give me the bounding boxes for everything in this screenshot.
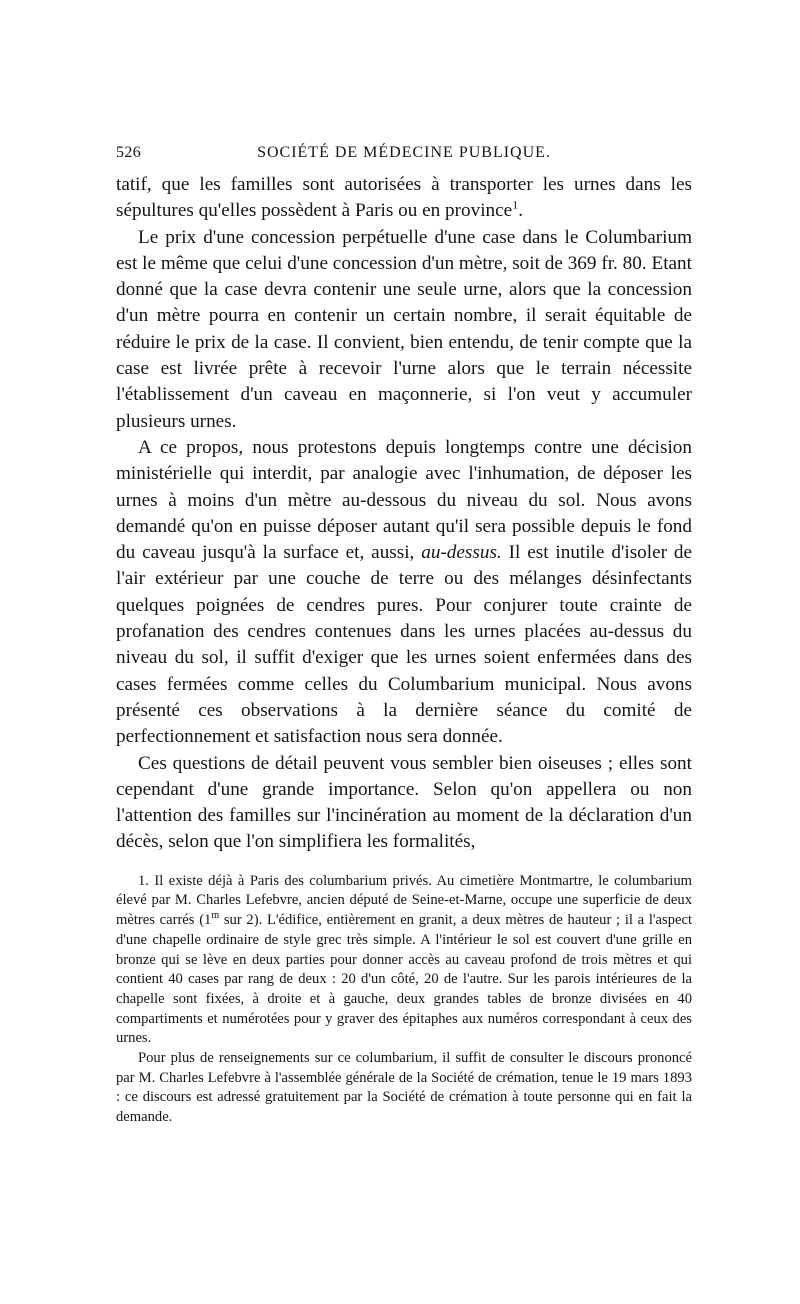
footnote-reference-1: 1: [512, 197, 519, 212]
paragraph-1-end: .: [518, 200, 523, 222]
running-header: [116, 140, 692, 166]
footnote-1-part1: Il existe déjà à Paris des columbarium privés. Au cimetière Montmartre, le columbarium élevé par M. Charles Lefebvre, ancien député de Seine-et-Marne, occupe une superficie de deux mètres carrés (1: [116, 872, 692, 929]
footnote-1-number: 1.: [138, 872, 149, 889]
running-title: SOCIÉTÉ DE MÉDECINE PUBLIQUE.: [257, 144, 551, 161]
book-page: [116, 140, 692, 1128]
main-text: [116, 172, 692, 856]
paragraph-4: Ces questions de détail peuvent vous sembler bien oiseuses ; elles sont cependant d'une grande importance. Selon qu'on appellera ou non l'attention des familles sur l'incinération au moment de la déclaration d'un décès, selon que l'on simplifiera les formalités,: [116, 752, 692, 853]
paragraph-3: [116, 435, 692, 751]
footnote-1-continued: Pour plus de renseignements sur ce columbarium, il suffit de consulter le discours prononcé par M. Charles Lefebvre à l'assemblée générale de la Société de crémation, tenue le 19 mars 1893 : ce discours est adressé gratuitement par la Société de crémation à toute personne qui en fait la demande.: [116, 1050, 692, 1126]
footnote-1: [116, 872, 692, 1049]
footnote-1-unit: m: [211, 910, 220, 922]
footnote-1-part2: sur 2). L'édifice, entièrement en granit, a deux mètres de hauteur ; il a l'aspect d'une chapelle ordinaire de style grec très simple. A l'intérieur le sol est couvert d'une grille en bronze qui se lève en deux parties pour donner accès au caveau profond de trois mètres et qui contient 40 cases par rang de deux : 20 d'un côté, 20 de l'autre. Sur les parois intérieures de la chapelle sont fixées, à droite et à gauche, deux grandes tables de bronze divisées en 40 compartiments et numérotées pour y graver des épitaphes aux numéros correspondant à ceux des urnes.: [116, 912, 693, 1047]
paragraph-1: [116, 172, 692, 225]
page-number: 526: [116, 144, 142, 161]
paragraph-3-emphasis: au-dessus.: [421, 542, 502, 564]
paragraph-3-before: A ce propos, nous protestons depuis longtemps contre une décision ministérielle qui interdit, par analogie avec l'inhumation, de déposer les urnes à moins d'un mètre au-dessous du niveau du sol. Nous avons demandé qu'on en puisse déposer autant qu'il sera possible depuis le fond du caveau jusqu'à la surface et, aussi,: [116, 436, 692, 564]
paragraph-3-after: Il est inutile d'isoler de l'air extérieur par une couche de terre ou des mélanges désinfectants quelques poignées de cendres pures. Pour conjurer toute crainte de profanation des cendres contenues dans les urnes placées au-dessus du niveau du sol, il suffit d'exiger que les urnes soient enfermées dans des cases fermées comme celles du Columbarium municipal. Nous avons présenté ces observations à la dernière séance du comité de perfectionnement et satisfaction nous sera donnée.: [116, 542, 692, 748]
paragraph-2: Le prix d'une concession perpétuelle d'une case dans le Columbarium est le même que celui d'une concession d'un mètre, soit de 369 fr. 80. Etant donné que la case devra contenir une seule urne, alors que la concession d'un mètre pourra en contenir un certain nombre, il serait équitable de réduire le prix de la case. Il convient, bien entendu, de tenir compte que la case est livrée prête à recevoir l'urne alors que le terrain nécessite l'établissement d'un caveau en maçonnerie, si l'on veut y accumuler plusieurs urnes.: [116, 226, 692, 432]
paragraph-1-text: tatif, que les familles sont autorisées à transporter les urnes dans les sépultures qu'elles possèdent à Paris ou en province: [116, 174, 692, 222]
footnotes: [116, 872, 692, 1128]
